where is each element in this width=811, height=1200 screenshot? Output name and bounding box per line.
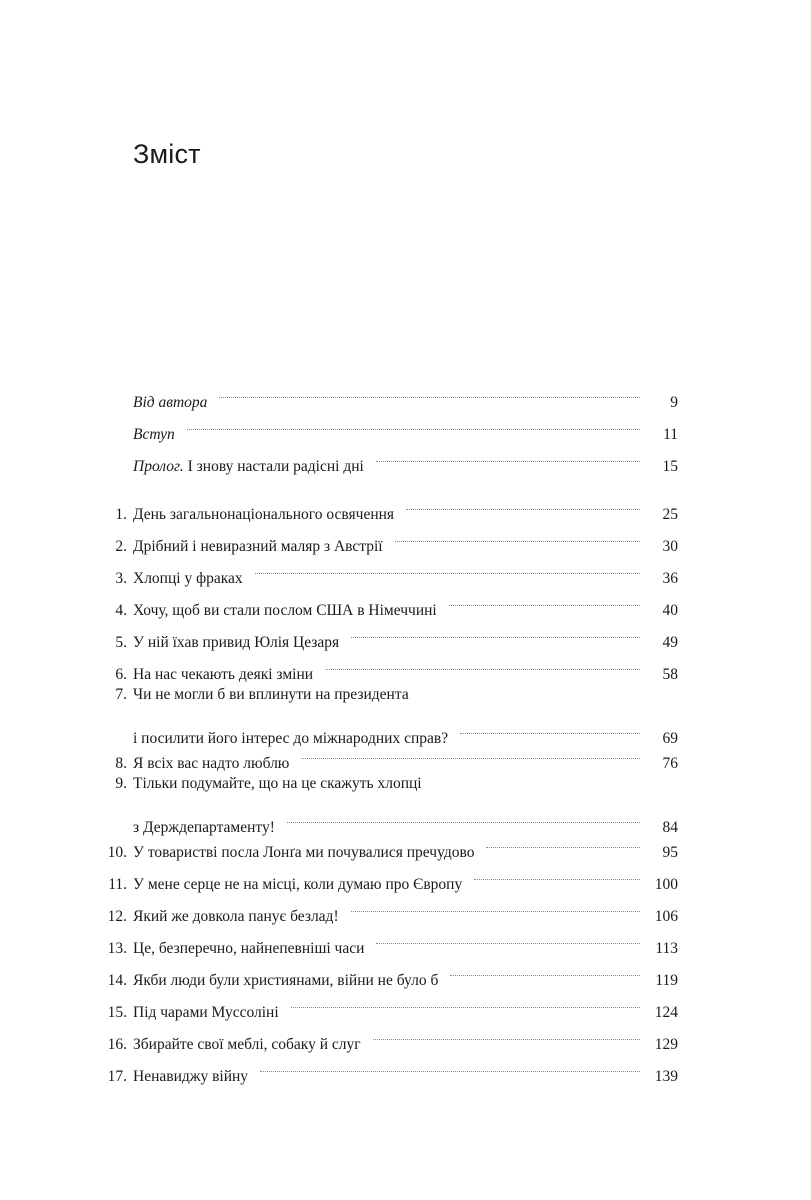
toc-page-number: 119 — [655, 972, 678, 989]
toc-entry-title: Це, безперечно, найнепевніші часи — [133, 940, 365, 957]
toc-page-number: 40 — [662, 602, 678, 619]
chapter-number: 8. — [115, 755, 127, 772]
toc-entry-title: Який же довкола панує безлад! — [133, 908, 339, 925]
chapter-number: 12. — [107, 908, 127, 925]
dot-leader — [255, 551, 640, 583]
toc-entry-title: Від автора — [133, 394, 208, 411]
toc-entry-title-line-1: Тільки подумайте, що на це скажуть хлопці — [133, 775, 422, 792]
toc-entry-title: День загальнонаціонального освячення — [133, 506, 395, 523]
toc-entry-title: Дрібний і невиразний маляр з Австрії — [133, 538, 383, 555]
prologue-prefix: Пролог. — [133, 458, 184, 475]
dot-leader — [474, 857, 640, 889]
toc-entry-chapter-8[interactable] — [96, 736, 678, 772]
toc-page-number: 106 — [654, 908, 678, 925]
toc-page-number: 11 — [663, 426, 678, 443]
dot-leader — [450, 953, 640, 985]
toc-entry-title: Якби люди були християнами, війни не було б — [133, 972, 439, 989]
toc-entry-title: У ній їхав привид Юлія Цезаря — [133, 634, 340, 651]
toc-page-number: 139 — [654, 1068, 678, 1085]
dot-leader — [373, 1017, 640, 1049]
dot-leader — [395, 519, 640, 551]
dot-leader — [219, 375, 640, 407]
toc-entry-chapter-13[interactable] — [96, 921, 678, 957]
toc-entry-chapter-15[interactable] — [96, 985, 678, 1021]
chapter-number: 9. — [115, 775, 127, 792]
toc-entry-introduction[interactable] — [96, 407, 678, 443]
toc-entry-chapter-9[interactable] — [96, 768, 678, 836]
toc-entry-title: Хочу, щоб ви стали послом США в Німеччині — [133, 602, 437, 619]
toc-page-number: 129 — [654, 1036, 678, 1053]
toc-page-number: 76 — [662, 755, 678, 772]
chapter-number: 11. — [108, 876, 127, 893]
toc-entry-chapter-5[interactable] — [96, 615, 678, 651]
toc-page-number: 9 — [670, 394, 678, 411]
dot-leader — [406, 487, 640, 519]
chapter-number: 7. — [115, 686, 127, 703]
dot-leader — [291, 985, 640, 1017]
toc-page-number: 36 — [662, 570, 678, 587]
toc-entry-title: Хлопці у фраках — [133, 570, 243, 587]
toc-entry-title — [133, 451, 364, 483]
toc-page-number: 69 — [662, 730, 678, 747]
dot-leader — [351, 615, 640, 647]
page-title: Зміст — [133, 139, 201, 169]
toc-entry-foreword[interactable] — [96, 375, 678, 411]
toc-entry-title: Збирайте свої меблі, собаку й слуг — [133, 1036, 361, 1053]
toc-entry-title: У мене серце не на місці, коли думаю про Європу — [133, 876, 463, 893]
toc-page-number: 58 — [662, 666, 678, 683]
toc-entry-chapter-1[interactable] — [96, 487, 678, 523]
dot-leader — [187, 407, 640, 439]
chapter-number: 6. — [115, 666, 127, 683]
chapter-number: 16. — [107, 1036, 127, 1053]
dot-leader — [325, 647, 640, 679]
chapter-number: 2. — [115, 538, 127, 555]
chapter-number: 15. — [107, 1004, 127, 1021]
chapter-number: 14. — [107, 972, 127, 989]
toc-entry-title: Ненавиджу війну — [133, 1068, 249, 1085]
chapter-number: 1. — [115, 506, 127, 523]
toc-entry-chapter-10[interactable] — [96, 825, 678, 861]
toc-entry-chapter-12[interactable] — [96, 889, 678, 925]
toc-entry-chapter-11[interactable] — [96, 857, 678, 893]
toc-entry-title: На нас чекають деякі зміни — [133, 666, 314, 683]
prologue-title: І знову настали радісні дні — [183, 458, 364, 475]
toc-entry-title: Під чарами Муссоліні — [133, 1004, 279, 1021]
toc-entry-prologue[interactable] — [96, 439, 678, 475]
toc-entry-chapter-14[interactable] — [96, 953, 678, 989]
toc-entry-title: і посилити його інтерес до міжнародних справ? — [133, 730, 449, 747]
toc-page-number: 113 — [655, 940, 678, 957]
chapter-number: 13. — [107, 940, 127, 957]
toc-page-number: 100 — [654, 876, 678, 893]
toc-entry-chapter-17[interactable] — [96, 1049, 678, 1085]
chapter-number: 17. — [107, 1068, 127, 1085]
toc-page-number: 30 — [662, 538, 678, 555]
dot-leader — [260, 1049, 640, 1081]
toc-entry-title: Я всіх вас надто люблю — [133, 755, 290, 772]
dot-leader — [351, 889, 640, 921]
chapter-number: 3. — [115, 570, 127, 587]
chapter-number: 5. — [115, 634, 127, 651]
toc-entry-chapter-4[interactable] — [96, 583, 678, 619]
dot-leader — [376, 439, 640, 471]
toc-page-number: 25 — [662, 506, 678, 523]
toc-page-number: 124 — [654, 1004, 678, 1021]
toc-entry-title: з Держдепартаменту! — [133, 819, 275, 836]
toc-entry-chapter-3[interactable] — [96, 551, 678, 587]
chapter-number: 4. — [115, 602, 127, 619]
toc-entry-chapter-7[interactable] — [96, 679, 678, 747]
dot-leader — [449, 583, 640, 615]
toc-page-number: 84 — [662, 819, 678, 836]
toc-entry-chapter-2[interactable] — [96, 519, 678, 555]
dot-leader — [376, 921, 640, 953]
toc-page-number: 95 — [662, 844, 678, 861]
dot-leader — [301, 736, 640, 768]
toc-entry-title: Вступ — [133, 426, 175, 443]
toc-page-number: 49 — [662, 634, 678, 651]
chapter-number: 10. — [107, 844, 127, 861]
toc-entry-title-line-1: Чи не могли б ви вплинути на президента — [133, 686, 409, 703]
toc-page-number: 15 — [662, 458, 678, 475]
toc-entry-title: У товаристві посла Лонґа ми почувалися пречудово — [133, 844, 475, 861]
toc-entry-chapter-16[interactable] — [96, 1017, 678, 1053]
dot-leader — [486, 825, 640, 857]
toc-entry-chapter-6[interactable] — [96, 647, 678, 683]
